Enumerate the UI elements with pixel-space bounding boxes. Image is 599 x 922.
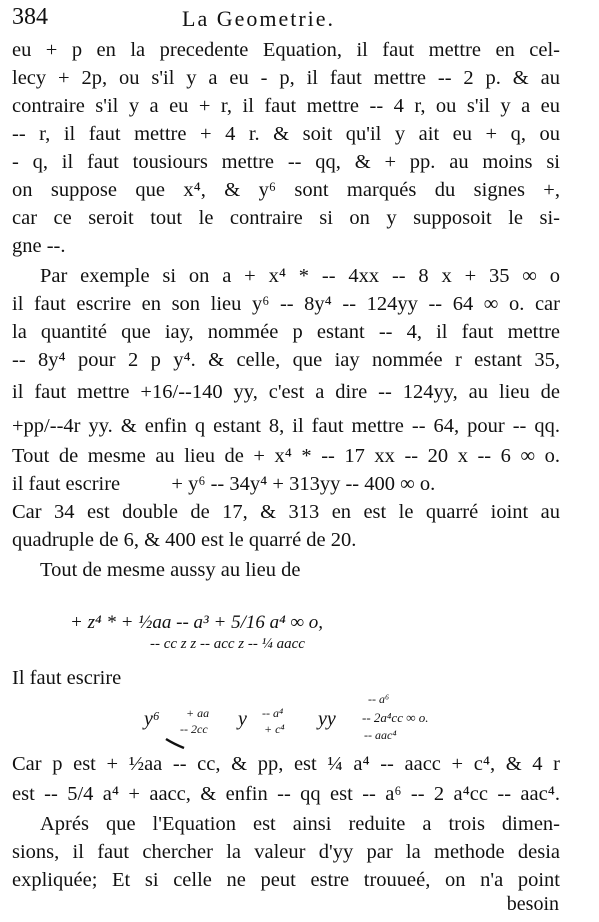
eq-term: y⁶ [144,708,160,730]
text-line: on suppose que x⁴, & y⁶ sont marqués du signes +, [12,179,560,201]
text-line: Car 34 est double de 17, & 313 en est le quarré ioint au [12,501,560,523]
text-line: car ce seroit tout le contraire si on y supposoit le si- [12,207,560,229]
text-line: eu + p en la precedente Equation, il faut mettre en cel- [12,39,560,61]
eq-term: yy [318,708,336,730]
equation-subline: -- cc z z -- acc z -- ¼ aacc [150,636,305,652]
text-line: expliquée; Et si celle ne peut estre trouueé, on n'a point [12,869,560,891]
catchword: besoin [506,893,559,915]
text-line: -- r, il faut mettre + 4 r. & soit qu'il y ait eu + q, ou [12,123,560,145]
text-line: Il faut escrire [12,667,122,689]
eq-term: y [238,708,247,730]
text-line: gne --. [12,235,66,257]
page-header [12,4,559,34]
text-line: sions, il faut chercher la valeur d'yy par la methode desia [12,841,560,863]
running-title: La Geometrie. [182,6,336,31]
equation-line: + z⁴ * + ½aa -- a³ + 5/16 a⁴ ∞ o, [70,612,323,633]
text-line: contraire s'il y a eu + r, il faut mettre -- 4 r, ou s'il y a eu [12,95,560,117]
text-line: quadruple de 6, & 400 est le quarré de 20. [12,529,357,551]
text-line: +pp/--4r yy. & enfin q estant 8, il faut mettre -- 64, pour -- qq. [12,415,560,437]
text-line: - q, il faut tousiours mettre -- qq, & + pp. au moins si [12,151,560,173]
text-line: il faut mettre +16/--140 yy, c'est a dire -- 124yy, au lieu de [12,381,560,403]
text-line: est -- 5/4 a⁴ + aacc, & enfin -- qq est -- a⁶ -- 2 a⁴cc -- aac⁴. [12,783,560,805]
text-line: il faut escrire en son lieu y⁶ -- 8y⁴ -- 124yy -- 64 ∞ o. car [12,293,560,315]
eq-coef-top: -- a⁴ [262,706,284,720]
eq-coef-bottom: + c⁴ [264,722,285,736]
text-line: Tout de mesme aussy au lieu de [40,559,301,581]
text-line: il faut escrire + y⁶ -- 34y⁴ + 313yy -- 400 ∞ o. [12,473,436,495]
eq-coef-middle: -- 2a⁴cc ∞ o. [362,710,429,725]
ink-stroke-mark [164,736,188,750]
eq-coef-top: -- a⁶ [368,692,390,706]
text-line: Car p est + ½aa -- cc, & pp, est ¼ a⁴ -- aacc + c⁴, & 4 r [12,753,560,775]
eq-coef-bottom: -- 2cc [180,722,208,736]
text-line: Aprés que l'Equation est ainsi reduite a trois dimen- [40,813,560,835]
text-line: Tout de mesme au lieu de + x⁴ * -- 17 xx -- 20 x -- 6 ∞ o. [12,445,560,467]
page-number: 384 [12,4,48,30]
eq-coef-top: + aa [186,706,210,720]
text-line: -- 8y⁴ pour 2 p y⁴. & celle, que iay nommée r estant 35, [12,349,560,371]
eq-coef-bottom: -- aac⁴ [364,728,397,742]
text-line: la quantité que iay, nommée p estant -- 4, il faut mettre [12,321,560,343]
text-line: lecy + 2p, ou s'il y a eu - p, il faut mettre -- 2 p. & au [12,67,560,89]
text-line: Par exemple si on a + x⁴ * -- 4xx -- 8 x + 35 ∞ o [40,265,560,287]
